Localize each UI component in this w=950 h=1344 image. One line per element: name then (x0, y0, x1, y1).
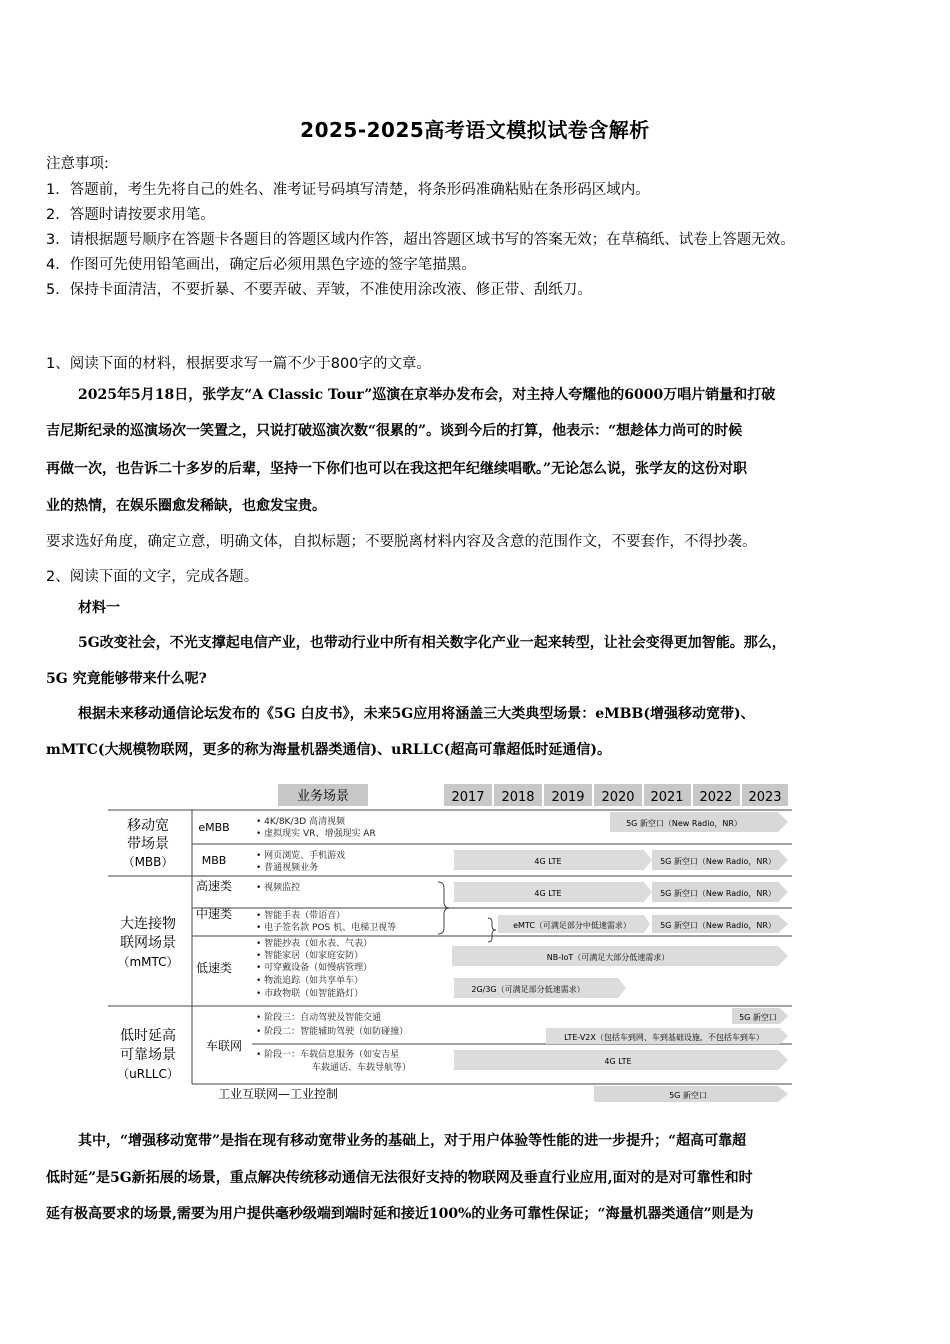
item: • 阶段三：自动驾驶及智能交通 (256, 1013, 382, 1023)
bar-label: 5G 新空口（New Radio，NR） (626, 819, 742, 828)
bar-label: 5G 新空口（New Radio，NR） (660, 889, 776, 898)
year-label: 2023 (748, 790, 782, 805)
notice-heading: 注意事项: (46, 156, 109, 172)
bar-label: 5G 新空口（New Radio，NR） (660, 921, 776, 930)
notice-item: 2．答题时请按要求用笔。 (46, 207, 215, 223)
q1-requirement: 要求选好角度，确定立意，明确文体，自拟标题；不要脱离材料内容及含意的范围作文，不要套作，不得抄袭。 (46, 534, 757, 550)
group-label-line: 可靠场景 (120, 1047, 176, 1063)
group-label-line: （mMTC） (117, 955, 179, 969)
bar-label: NB-IoT（可满足大部分低速需求） (546, 953, 670, 962)
item-lists (218, 815, 411, 1101)
notice-item: 4．作图可先使用铅笔画出，确定后必须用黑色字迹的签字笔描黑。 (46, 257, 476, 273)
item: • 4K/8K/3D 高清视频 (256, 817, 346, 827)
bar-label: 5G 新空口（New Radio，NR） (660, 857, 776, 866)
q2-paragraph-line: mMTC(大规模物联网，更多的称为海量机器类通信)、uRLLC(超高可靠超低时延通信)。 (46, 742, 612, 758)
item: • 阶段二：智能辅助驾驶（如防碰撞） (256, 1027, 409, 1037)
item: • 阶段一：车载信息服务（如安吉星 (256, 1050, 400, 1060)
year-label: 2022 (699, 790, 733, 805)
page-title: 2025-2025高考语文模拟试卷含解析 (300, 118, 650, 142)
q2-paragraph-line: 延有极高要求的场景,需要为用户提供毫秒级端到端时延和接近100%的业务可靠性保证；“海量机器类通信”则是为 (46, 1206, 754, 1222)
bar-label: 4G LTE (534, 889, 562, 898)
item: 车载通话、车载导航等） (312, 1063, 412, 1073)
subcategory-labels (196, 821, 242, 1053)
q1-material-line: 再做一次，也告诉二十多岁的后辈，坚持一下你们也可以在我这把年纪继续唱歌。”无论怎么说，张学友的这份对职 (46, 461, 748, 477)
item: • 智能抄表（如水表、气表） (256, 939, 373, 949)
notice-item: 1．答题前，考生先将自己的姓名、准考证号码填写清楚，将条形码准确粘贴在条形码区域内。 (46, 182, 650, 198)
item: • 智能家居（如家庭安防） (256, 951, 364, 961)
q2-paragraph-line: 根据未来移动通信论坛发布的《5G 白皮书》，未来5G应用将涵盖三大类典型场景：eMBB(增强移动宽带)、 (78, 706, 755, 722)
bar-label: 4G LTE (534, 857, 562, 866)
timeline-bars (452, 812, 788, 1102)
industrial-label: 工业互联网—工业控制 (218, 1087, 339, 1101)
year-label: 2018 (501, 790, 535, 805)
5g-scenario-diagram (108, 778, 792, 1108)
bar-label: 2G/3G（可满足部分低速需求） (471, 985, 585, 994)
bar-label: 5G 新空口 (739, 1013, 777, 1022)
q2-paragraph-line: 低时延”是5G新拓展的场景，重点解决传统移动通信无法很好支持的物联网及垂直行业应用,面对的是对可靠性和时 (46, 1170, 753, 1186)
q2-paragraph-line: 5G 究竟能够带来什么呢? (46, 671, 207, 687)
group-label-line: 带场景 (127, 836, 169, 852)
header-label: 业务场景 (296, 789, 350, 804)
subcat-label: 高速类 (195, 879, 233, 893)
item: • 虚拟现实 VR、增强现实 AR (256, 829, 376, 839)
bar-label: eMTC（可满足部分中低速需求） (513, 921, 631, 930)
year-label: 2021 (650, 790, 684, 805)
question-1-stem: 1、阅读下面的材料，根据要求写一篇不少于800字的文章。 (46, 356, 431, 372)
bar-label: 4G LTE (604, 1057, 632, 1066)
year-label: 2019 (551, 790, 585, 805)
group-label-line: 移动宽 (127, 818, 169, 834)
year-label: 2017 (451, 790, 485, 805)
item: • 视频监控 (256, 883, 301, 893)
item: • 智能手表（带语音） (256, 911, 346, 921)
material-label: 材料一 (78, 600, 120, 616)
bar-label: 5G 新空口 (669, 1091, 707, 1100)
subcat-label: 中速类 (195, 907, 233, 921)
group-label-line: 联网场景 (120, 935, 176, 951)
bar-label: LTE-V2X（包括车到网、车到基础设施，不包括车到车） (564, 1033, 764, 1042)
notice-item: 3．请根据题号顺序在答题卡各题目的答题区域内作答，超出答题区域书写的答案无效；在草稿纸、试卷上答题无效。 (46, 232, 795, 248)
year-label: 2020 (601, 790, 635, 805)
item: • 市政物联（如智能路灯） (256, 989, 364, 999)
5g-scenario-figure (108, 778, 792, 1108)
item: • 物流追踪（如共享单车） (256, 976, 364, 986)
item: • 普通视频业务 (256, 863, 319, 873)
q2-paragraph-line: 5G改变社会，不光支撑起电信产业，也带动行业中所有相关数字化产业一起来转型，让社会变得更加智能。那么， (78, 635, 786, 651)
group-label-line: 低时延高 (120, 1028, 176, 1044)
year-labels (451, 790, 781, 805)
group-labels (117, 817, 179, 1081)
subcat-label: MBB (201, 854, 227, 867)
item: • 网页浏览、手机游戏 (256, 851, 346, 861)
subcat-label: 低速类 (195, 961, 233, 975)
item: • 电子签名款 POS 机、电梯卫视等 (256, 923, 397, 933)
question-2-stem: 2、阅读下面的文字，完成各题。 (46, 569, 259, 585)
item: • 可穿戴设备（如慢病管理） (256, 963, 373, 973)
q1-material-line: 吉尼斯纪录的巡演场次一笑置之，只说打破巡演次数“很累的”。谈到今后的打算，他表示：“想趁体力尚可的时候 (46, 423, 743, 439)
group-label-line: 大连接物 (120, 916, 176, 932)
notice-item: 5．保持卡面清洁，不要折暴、不要弄破、弄皱，不准使用涂改液、修正带、刮纸刀。 (46, 282, 592, 298)
subcat-label: 车联网 (205, 1039, 243, 1053)
q1-material-line: 业的热情，在娱乐圈愈发稀缺，也愈发宝贵。 (46, 498, 326, 514)
subcat-label: eMBB (198, 821, 230, 834)
q1-material-line: 2025年5月18日，张学友“A Classic Tour”巡演在京举办发布会，对主持人夸耀他的6000万唱片销量和打破 (78, 387, 776, 403)
q2-paragraph-line: 其中，“增强移动宽带”是指在现有移动宽带业务的基础上，对于用户体验等性能的进一步提升；“超高可靠超 (78, 1133, 747, 1149)
group-label-line: （uRLLC） (117, 1067, 179, 1081)
group-label-line: （MBB） (122, 855, 174, 869)
